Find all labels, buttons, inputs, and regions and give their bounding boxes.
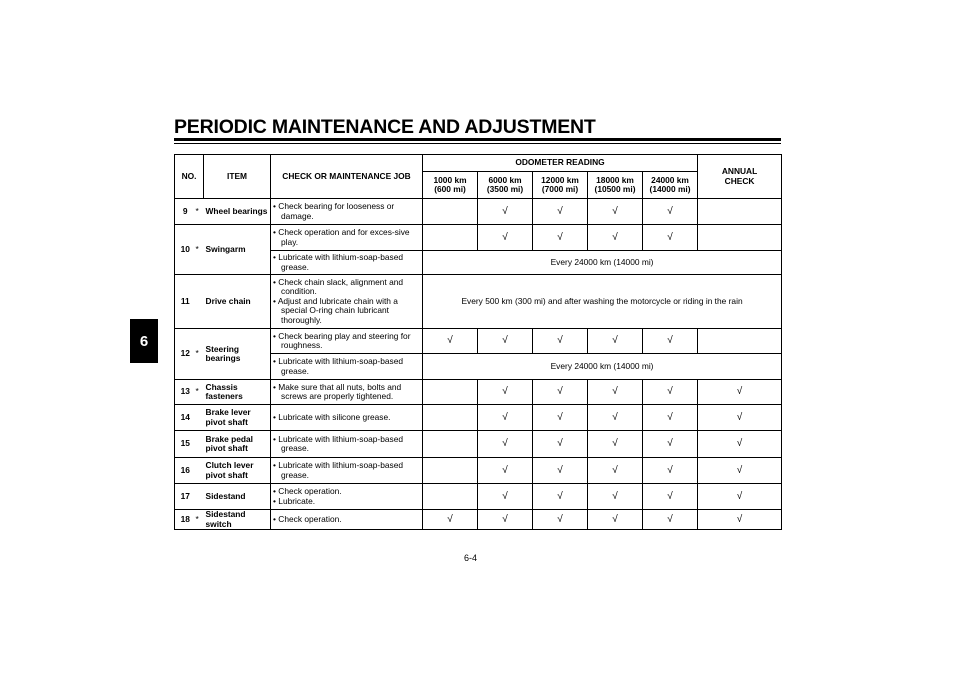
- check-mark: √: [533, 405, 588, 431]
- check-mark: √: [643, 458, 698, 484]
- header-interval-line: 24000 km: [651, 174, 689, 185]
- header-interval-line: (7000 mi): [541, 184, 579, 194]
- job-bullet: • Lubricate with lithium-soap-based grease.: [271, 357, 420, 376]
- job-bullet: • Check operation and for exces-sive play.: [271, 228, 420, 247]
- job-bullet: • Lubricate with lithium-soap-based grease.: [271, 461, 420, 480]
- job-bullet: • Check operation.: [271, 487, 420, 497]
- header-interval: [423, 172, 478, 199]
- check-mark: √: [698, 484, 782, 510]
- row-number: 13: [175, 380, 196, 405]
- job-bullet: • Check bearing for looseness or damage.: [271, 202, 420, 221]
- job-bullet: • Adjust and lubricate chain with a special O-ring chain lubricant thoroughly.: [271, 297, 420, 326]
- header-interval: [478, 172, 533, 199]
- dealer-service-mark: [196, 275, 204, 329]
- check-mark: √: [698, 405, 782, 431]
- row-number: 14: [175, 405, 196, 431]
- maintenance-job: [271, 275, 423, 329]
- table-row: [175, 431, 782, 458]
- row-number: 15: [175, 431, 196, 458]
- header-item: ITEM: [204, 155, 271, 199]
- table-row: [175, 199, 782, 225]
- row-number: 17: [175, 484, 196, 510]
- check-mark: √: [588, 199, 643, 225]
- job-bullet: • Lubricate with lithium-soap-based grease.: [271, 253, 420, 272]
- item-name: Brake pedal pivot shaft: [204, 431, 271, 458]
- dealer-service-mark: [196, 484, 204, 510]
- title-rule: [174, 138, 781, 141]
- header-no: NO.: [175, 155, 204, 199]
- job-bullet: • Lubricate.: [271, 497, 420, 507]
- header-interval: [643, 172, 698, 199]
- check-mark: √: [478, 329, 533, 354]
- check-mark: √: [643, 225, 698, 251]
- check-mark: √: [698, 431, 782, 458]
- check-mark: √: [698, 380, 782, 405]
- header-interval-line: 18000 km: [596, 174, 634, 185]
- header-job: CHECK OR MAINTENANCE JOB: [271, 155, 423, 199]
- item-name: Drive chain: [204, 275, 271, 329]
- dealer-service-mark: [196, 431, 204, 458]
- maintenance-job: [271, 458, 423, 484]
- check-mark: √: [478, 199, 533, 225]
- check-mark: √: [698, 510, 782, 530]
- page-number: 6-4: [464, 553, 478, 563]
- check-mark: √: [588, 380, 643, 405]
- check-mark: √: [533, 484, 588, 510]
- check-mark: [423, 199, 478, 225]
- check-mark: √: [533, 431, 588, 458]
- maintenance-job: [271, 251, 423, 275]
- header-annual: ANNUAL CHECK: [698, 155, 782, 199]
- check-mark: √: [588, 225, 643, 251]
- check-mark: √: [588, 510, 643, 530]
- dealer-service-mark: [196, 458, 204, 484]
- header-interval-line: 6000 km: [488, 174, 522, 185]
- check-mark: √: [423, 329, 478, 354]
- dealer-service-mark: *: [196, 199, 204, 225]
- check-mark: [423, 380, 478, 405]
- check-mark: √: [643, 510, 698, 530]
- check-mark: √: [643, 484, 698, 510]
- table-row: [175, 225, 782, 251]
- maintenance-job: [271, 225, 423, 251]
- maintenance-job: [271, 510, 423, 530]
- maintenance-job: [271, 380, 423, 405]
- job-bullet: • Lubricate with lithium-soap-based grease.: [271, 435, 420, 454]
- item-name: Sidestand: [204, 484, 271, 510]
- item-name: Sidestand switch: [204, 510, 271, 530]
- check-mark: √: [643, 199, 698, 225]
- row-number: 12: [175, 329, 196, 380]
- table-row: [175, 484, 782, 510]
- table-row: [175, 405, 782, 431]
- check-mark: √: [533, 225, 588, 251]
- header-interval-line: (600 mi): [434, 184, 466, 194]
- table-row: [175, 275, 782, 329]
- check-mark: √: [478, 431, 533, 458]
- maintenance-table: [174, 154, 782, 530]
- interval-note: Every 24000 km (14000 mi): [423, 251, 782, 275]
- item-name: Clutch lever pivot shaft: [204, 458, 271, 484]
- header-interval-line: 1000 km: [433, 174, 467, 185]
- page-title: PERIODIC MAINTENANCE AND ADJUSTMENT: [174, 116, 596, 138]
- check-mark: √: [533, 329, 588, 354]
- row-number: 9: [175, 199, 196, 225]
- table-row: [175, 380, 782, 405]
- check-mark: √: [533, 510, 588, 530]
- table-row: [175, 329, 782, 354]
- check-mark: √: [588, 458, 643, 484]
- row-number: 11: [175, 275, 196, 329]
- dealer-service-mark: [196, 405, 204, 431]
- job-bullet: • Make sure that all nuts, bolts and screws are properly tightened.: [271, 383, 420, 402]
- job-bullet: • Check operation.: [271, 515, 420, 525]
- maintenance-job: [271, 431, 423, 458]
- dealer-service-mark: *: [196, 510, 204, 530]
- dealer-service-mark: *: [196, 329, 204, 380]
- check-mark: [698, 225, 782, 251]
- check-mark: [698, 199, 782, 225]
- interval-note: Every 500 km (300 mi) and after washing the motorcycle or riding in the rain: [423, 275, 782, 329]
- check-mark: √: [478, 510, 533, 530]
- item-name: Chassis fasteners: [204, 380, 271, 405]
- check-mark: √: [478, 484, 533, 510]
- title-rule-thin: [174, 143, 781, 144]
- check-mark: [423, 484, 478, 510]
- item-name: Wheel bearings: [204, 199, 271, 225]
- check-mark: √: [478, 458, 533, 484]
- job-bullet: • Check chain slack, alignment and condition.: [271, 278, 420, 297]
- maintenance-job: [271, 405, 423, 431]
- job-bullet: • Check bearing play and steering for roughness.: [271, 332, 420, 351]
- row-number: 10: [175, 225, 196, 275]
- check-mark: √: [588, 329, 643, 354]
- check-mark: √: [533, 380, 588, 405]
- item-name: Swingarm: [204, 225, 271, 275]
- chapter-tab: 6: [130, 319, 158, 363]
- check-mark: √: [698, 458, 782, 484]
- maintenance-job: [271, 484, 423, 510]
- table-row: [175, 458, 782, 484]
- header-interval-line: (14000 mi): [649, 184, 691, 194]
- check-mark: [423, 225, 478, 251]
- check-mark: √: [588, 484, 643, 510]
- item-name: Steering bearings: [204, 329, 271, 380]
- check-mark: √: [643, 431, 698, 458]
- header-interval-line: (10500 mi): [594, 184, 636, 194]
- check-mark: √: [478, 380, 533, 405]
- check-mark: √: [588, 405, 643, 431]
- check-mark: √: [643, 380, 698, 405]
- check-mark: [423, 458, 478, 484]
- check-mark: [423, 405, 478, 431]
- job-bullet: • Lubricate with silicone grease.: [271, 413, 420, 423]
- header-interval-line: 12000 km: [541, 174, 579, 185]
- header-interval: [533, 172, 588, 199]
- check-mark: √: [533, 199, 588, 225]
- dealer-service-mark: *: [196, 225, 204, 275]
- row-number: 18: [175, 510, 196, 530]
- maintenance-job: [271, 354, 423, 380]
- maintenance-job: [271, 329, 423, 354]
- check-mark: √: [423, 510, 478, 530]
- row-number: 16: [175, 458, 196, 484]
- header-interval-line: (3500 mi): [486, 184, 524, 194]
- check-mark: √: [643, 329, 698, 354]
- check-mark: √: [588, 431, 643, 458]
- check-mark: [698, 329, 782, 354]
- dealer-service-mark: *: [196, 380, 204, 405]
- header-odometer: ODOMETER READING: [423, 155, 698, 172]
- maintenance-job: [271, 199, 423, 225]
- item-name: Brake lever pivot shaft: [204, 405, 271, 431]
- interval-note: Every 24000 km (14000 mi): [423, 354, 782, 380]
- check-mark: √: [478, 405, 533, 431]
- check-mark: √: [478, 225, 533, 251]
- table-row: [175, 510, 782, 530]
- header-interval: [588, 172, 643, 199]
- check-mark: √: [533, 458, 588, 484]
- check-mark: [423, 431, 478, 458]
- check-mark: √: [643, 405, 698, 431]
